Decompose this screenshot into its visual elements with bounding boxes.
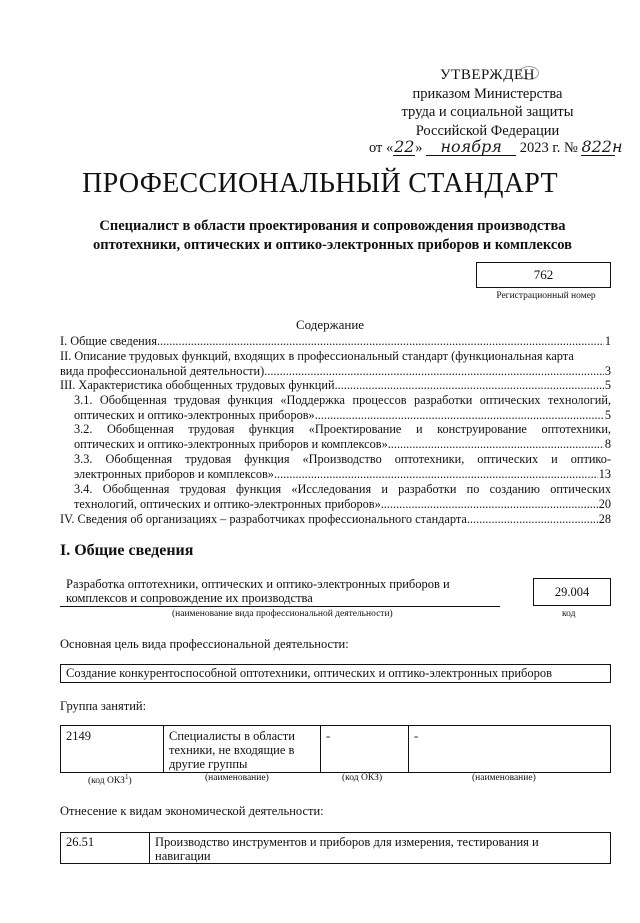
- toc-leader: [264, 364, 604, 379]
- caption-okz-code-2: (код ОКЗ): [342, 773, 383, 783]
- section-heading: I. Общие сведения: [60, 542, 194, 559]
- table-divider: [408, 725, 409, 772]
- group-table: [60, 725, 611, 773]
- activity-name: [66, 577, 506, 605]
- date-close: »: [415, 140, 423, 156]
- toc-leader: [274, 467, 598, 482]
- toc-item[interactable]: [60, 349, 611, 378]
- approval-line: приказом Министерства: [412, 85, 563, 102]
- date-day: 22: [394, 137, 415, 156]
- okved-name: [155, 835, 539, 863]
- activity-caption: (наименование вида профессиональной деятельности): [172, 609, 393, 619]
- goal-label: Основная цель вида профессиональной деятельности:: [60, 637, 349, 651]
- document-subtitle: [40, 217, 625, 255]
- toc-item[interactable]: [74, 452, 611, 481]
- code-caption: код: [562, 609, 576, 619]
- toc-item-text: IV. Сведения об организациях – разработчиках профессионального стандарта: [60, 512, 467, 526]
- code-box: 29.004: [533, 578, 611, 606]
- okved-name-line: навигации: [155, 849, 211, 863]
- toc-item[interactable]: [74, 482, 611, 511]
- toc-item[interactable]: [74, 422, 611, 451]
- table-divider: [149, 832, 150, 863]
- date-year: 2023 г. №: [519, 140, 578, 156]
- toc-leader: [381, 497, 598, 512]
- group-name-line: техники, не входящие в: [169, 743, 295, 757]
- group-label: Группа занятий:: [60, 699, 147, 713]
- toc-item-text: II. Описание трудовых функций, входящих в профессиональный стандарт (функциональная карта: [60, 349, 574, 363]
- okved-code: 26.51: [66, 835, 95, 849]
- toc-leader: [335, 378, 604, 393]
- activity-line: Разработка оптотехники, оптических и оптико-электронных приборов и: [66, 577, 450, 591]
- date-month: ноября: [426, 139, 516, 156]
- date-prefix: от «: [369, 140, 394, 156]
- approval-line: труда и социальной защиты: [401, 104, 574, 120]
- caption-okz-code: (код ОКЗ$^1$): [88, 773, 132, 787]
- toc-item-text: 3.1. Обобщенная трудовая функция «Поддержка процессов разработки оптических технологий,: [74, 393, 611, 407]
- registration-number: 762: [476, 262, 611, 288]
- toc-item-text: 3.4. Обобщенная трудовая функция «Исследования и разработки по созданию оптических: [74, 482, 611, 496]
- approval-date: [369, 137, 623, 157]
- toc-item-text: оптических и оптико-электронных приборов и комплексов»: [74, 436, 388, 451]
- subtitle-line: оптотехники, оптических и оптико-электронных приборов и комплексов: [93, 237, 572, 253]
- toc-page: 3: [604, 363, 611, 378]
- toc-heading: Содержание: [295, 317, 365, 332]
- caption-name: (наименование): [205, 773, 269, 783]
- toc-page: 5: [604, 378, 611, 392]
- activity-underline: [60, 606, 500, 607]
- approval-title: УТВЕРЖДЕН: [440, 67, 535, 83]
- toc-item[interactable]: [60, 334, 611, 349]
- toc-leader: [157, 334, 604, 349]
- toc-item-text: 3.3. Обобщенная трудовая функция «Производство оптотехники, оптических и оптико-: [74, 452, 611, 466]
- toc-page: 13: [598, 466, 611, 481]
- toc-page: 20: [598, 496, 611, 511]
- toc-page: 28: [598, 512, 611, 526]
- toc-item-text: III. Характеристика обобщенных трудовых функций: [60, 378, 335, 392]
- toc-item-text: оптических и оптико-электронных приборов»: [74, 407, 315, 422]
- group-name-line: другие группы: [169, 757, 248, 771]
- toc-page: 1: [604, 334, 611, 348]
- okved-label: Отнесение к видам экономической деятельности:: [60, 804, 324, 818]
- document-title: ПРОФЕССИОНАЛЬНЫЙ СТАНДАРТ: [82, 168, 558, 199]
- okved-name-line: Производство инструментов и приборов для измерения, тестирования и: [155, 835, 539, 849]
- toc-item-text: технологий, оптических и оптико-электронных приборов»: [74, 496, 381, 511]
- group-name-2: -: [414, 729, 419, 743]
- goal-text: Создание конкурентоспособной оптотехники, оптических и оптико-электронных приборов: [66, 666, 553, 680]
- order-number: 822н: [581, 137, 623, 156]
- toc-item-text: электронных приборов и комплексов»: [74, 466, 274, 481]
- toc-item[interactable]: [74, 393, 611, 422]
- approval-line: Российской Федерации: [415, 122, 560, 139]
- toc-page: 5: [604, 407, 611, 422]
- caption-name-2: (наименование): [472, 773, 536, 783]
- registration-label: Регистрационный номер: [496, 291, 596, 301]
- toc-item-text: 3.2. Обобщенная трудовая функция «Проектирование и конструирование оптотехники,: [74, 422, 611, 436]
- table-divider: [163, 725, 164, 772]
- toc-item-text: вида профессиональной деятельности): [60, 363, 265, 378]
- group-code: 2149: [66, 729, 91, 743]
- subtitle-line: Специалист в области проектирования и сопровождения производства: [99, 218, 566, 234]
- table-divider: [320, 725, 321, 772]
- toc-page: 8: [604, 436, 611, 451]
- group-code-2: -: [326, 729, 331, 743]
- toc-item[interactable]: [60, 512, 611, 527]
- group-name: [169, 729, 295, 771]
- group-name-line: Специалисты в области: [169, 729, 295, 743]
- toc-leader: [467, 512, 598, 527]
- toc-leader: [315, 408, 604, 423]
- toc-item[interactable]: [60, 378, 611, 393]
- toc-item-text: I. Общие сведения: [60, 334, 157, 348]
- activity-line: комплексов и сопровождение их производства: [66, 591, 313, 605]
- toc-leader: [388, 437, 604, 452]
- approval-block: [360, 66, 615, 140]
